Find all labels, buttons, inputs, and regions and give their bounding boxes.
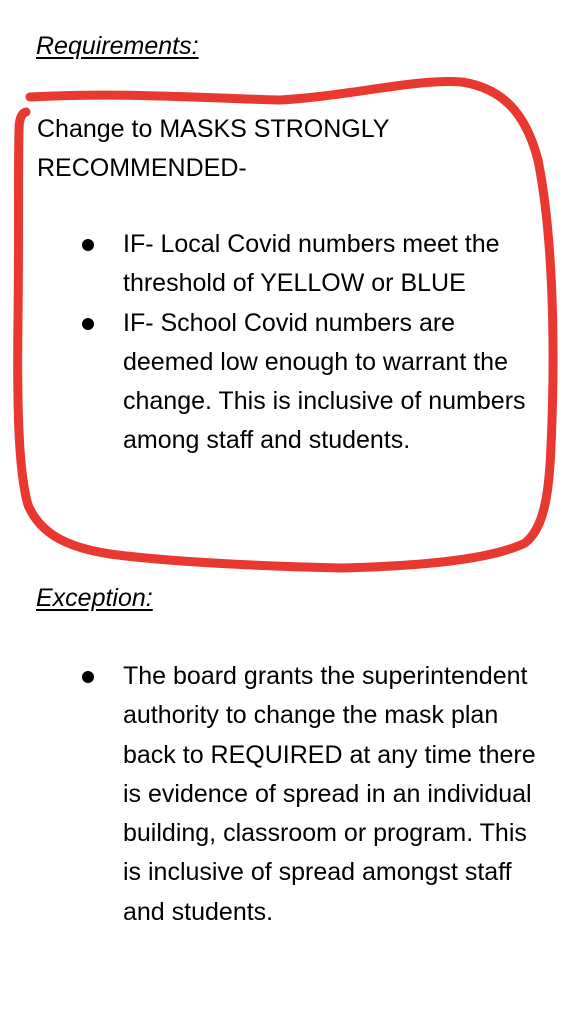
exception-list <box>0 657 574 932</box>
list-item-text: IF- Local Covid numbers meet the threshold of YELLOW or BLUE <box>123 230 500 298</box>
bullet-icon <box>82 671 94 683</box>
list-item <box>0 657 574 932</box>
list-item <box>0 304 574 461</box>
bullet-icon <box>82 239 94 251</box>
requirements-heading: Requirements: <box>36 32 199 60</box>
exception-heading: Exception: <box>36 584 153 612</box>
bullet-icon <box>82 318 94 330</box>
list-item-text: IF- School Covid numbers are deemed low enough to warrant the change. This is inclusive of numbers among staff and students. <box>123 308 526 455</box>
requirements-list <box>0 225 574 461</box>
list-item <box>0 225 574 304</box>
requirements-intro: Change to MASKS STRONGLY RECOMMENDED- <box>37 115 390 182</box>
list-item-text: The board grants the superintendent authority to change the mask plan back to REQUIRED at any time there is evidence of spread in an individual building, classroom or program. This is inclusive of spread amongst staff and students. <box>123 662 536 926</box>
